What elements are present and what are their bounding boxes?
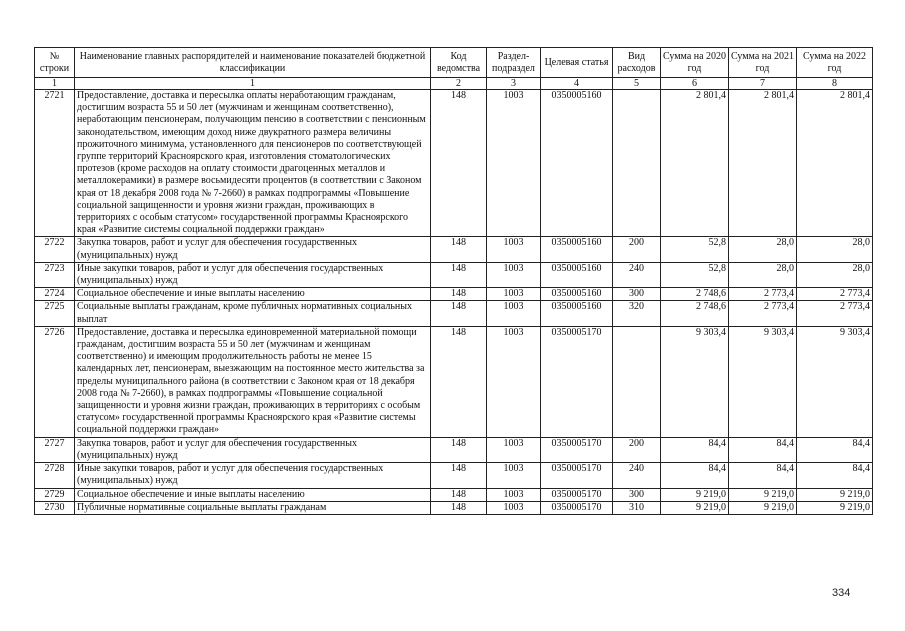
row-sum-2020: 84,4 xyxy=(661,437,729,462)
header-target: Целевая статья xyxy=(541,48,613,78)
row-section: 1003 xyxy=(487,288,541,301)
row-section: 1003 xyxy=(487,488,541,501)
row-number: 2723 xyxy=(35,262,75,287)
row-target: 0350005170 xyxy=(541,501,613,514)
page-number: 334 xyxy=(832,587,851,599)
row-sum-2022: 9 219,0 xyxy=(797,501,873,514)
row-sum-2022: 9 219,0 xyxy=(797,488,873,501)
row-sum-2022: 84,4 xyxy=(797,437,873,462)
row-sum-2020: 84,4 xyxy=(661,463,729,488)
table-row xyxy=(35,262,873,287)
row-dept-code: 148 xyxy=(431,463,487,488)
header-section: Раздел-подраздел xyxy=(487,48,541,78)
row-sum-2020: 9 219,0 xyxy=(661,488,729,501)
row-sum-2021: 84,4 xyxy=(729,437,797,462)
row-sum-2020: 52,8 xyxy=(661,237,729,262)
header-name: Наименование главных распорядителей и наименование показателей бюджетной классификации xyxy=(75,48,431,78)
header-dept-code: Код ведомства xyxy=(431,48,487,78)
row-expense-type: 200 xyxy=(613,437,661,462)
header-row-number: № строки xyxy=(35,48,75,78)
table-row xyxy=(35,326,873,437)
row-number: 2729 xyxy=(35,488,75,501)
row-name: Предоставление, доставка и пересылка единовременной материальной помощи гражданам, достигшим возраста 55 и 50 лет (мужчинам и женщинам соответственно) и имеющим продолжительность работы не менее 15 календарных лет, пенсионерам, выезжающим на постоянное место жительства за пределы муниципального района (в соответствии с Законом края от 18 декабря 2008 года № 7-2660), в рамках подпрограммы «Повышение социальной защищенности и уровня жизни граждан, проживающих в территориях с особым статусом» государственной программы Красноярского края «Развитие системы социальной поддержки граждан» xyxy=(75,326,431,437)
row-dept-code: 148 xyxy=(431,437,487,462)
row-dept-code: 148 xyxy=(431,326,487,437)
column-number: 4 xyxy=(541,78,613,90)
header-expense-type: Вид расходов xyxy=(613,48,661,78)
row-number: 2728 xyxy=(35,463,75,488)
row-sum-2021: 2 773,4 xyxy=(729,288,797,301)
column-numbers-row xyxy=(35,78,873,90)
row-section: 1003 xyxy=(487,90,541,237)
row-sum-2022: 2 801,4 xyxy=(797,90,873,237)
header-sum-2020: Сумма на 2020 год xyxy=(661,48,729,78)
row-sum-2022: 84,4 xyxy=(797,463,873,488)
row-sum-2020: 52,8 xyxy=(661,262,729,287)
row-target: 0350005160 xyxy=(541,288,613,301)
table-row xyxy=(35,437,873,462)
row-sum-2021: 9 219,0 xyxy=(729,501,797,514)
row-name: Социальное обеспечение и иные выплаты населению xyxy=(75,488,431,501)
row-sum-2022: 2 773,4 xyxy=(797,288,873,301)
row-sum-2022: 28,0 xyxy=(797,237,873,262)
row-section: 1003 xyxy=(487,237,541,262)
row-target: 0350005160 xyxy=(541,237,613,262)
row-expense-type xyxy=(613,326,661,437)
row-sum-2021: 9 219,0 xyxy=(729,488,797,501)
row-section: 1003 xyxy=(487,262,541,287)
table-row xyxy=(35,237,873,262)
row-sum-2020: 9 219,0 xyxy=(661,501,729,514)
row-dept-code: 148 xyxy=(431,488,487,501)
row-expense-type: 310 xyxy=(613,501,661,514)
row-sum-2020: 2 748,6 xyxy=(661,301,729,326)
table-row xyxy=(35,301,873,326)
row-expense-type: 300 xyxy=(613,488,661,501)
table-header xyxy=(35,48,873,90)
column-number: 2 xyxy=(431,78,487,90)
row-target: 0350005160 xyxy=(541,90,613,237)
row-section: 1003 xyxy=(487,326,541,437)
row-dept-code: 148 xyxy=(431,90,487,237)
row-number: 2721 xyxy=(35,90,75,237)
row-expense-type xyxy=(613,90,661,237)
column-number: 1 xyxy=(75,78,431,90)
row-sum-2020: 2 748,6 xyxy=(661,288,729,301)
table-row xyxy=(35,90,873,237)
column-number: 6 xyxy=(661,78,729,90)
row-dept-code: 148 xyxy=(431,301,487,326)
row-name: Публичные нормативные социальные выплаты гражданам xyxy=(75,501,431,514)
table-row xyxy=(35,288,873,301)
row-dept-code: 148 xyxy=(431,288,487,301)
row-sum-2022: 2 773,4 xyxy=(797,301,873,326)
row-target: 0350005170 xyxy=(541,326,613,437)
column-number: 8 xyxy=(797,78,873,90)
row-name: Закупка товаров, работ и услуг для обеспечения государственных (муниципальных) нужд xyxy=(75,437,431,462)
row-expense-type: 200 xyxy=(613,237,661,262)
column-number: 5 xyxy=(613,78,661,90)
row-section: 1003 xyxy=(487,301,541,326)
row-expense-type: 300 xyxy=(613,288,661,301)
row-sum-2021: 84,4 xyxy=(729,463,797,488)
row-number: 2730 xyxy=(35,501,75,514)
column-number: 3 xyxy=(487,78,541,90)
row-name: Иные закупки товаров, работ и услуг для обеспечения государственных (муниципальных) нужд xyxy=(75,463,431,488)
row-sum-2021: 9 303,4 xyxy=(729,326,797,437)
row-expense-type: 240 xyxy=(613,463,661,488)
row-section: 1003 xyxy=(487,463,541,488)
row-dept-code: 148 xyxy=(431,262,487,287)
row-sum-2021: 2 773,4 xyxy=(729,301,797,326)
row-sum-2021: 2 801,4 xyxy=(729,90,797,237)
row-name: Закупка товаров, работ и услуг для обеспечения государственных (муниципальных) нужд xyxy=(75,237,431,262)
row-dept-code: 148 xyxy=(431,501,487,514)
budget-table xyxy=(34,47,873,515)
row-number: 2724 xyxy=(35,288,75,301)
row-dept-code: 148 xyxy=(431,237,487,262)
row-number: 2726 xyxy=(35,326,75,437)
row-sum-2022: 9 303,4 xyxy=(797,326,873,437)
row-sum-2021: 28,0 xyxy=(729,237,797,262)
column-number: 7 xyxy=(729,78,797,90)
table-row xyxy=(35,488,873,501)
row-name: Иные закупки товаров, работ и услуг для обеспечения государственных (муниципальных) нужд xyxy=(75,262,431,287)
row-target: 0350005160 xyxy=(541,301,613,326)
row-section: 1003 xyxy=(487,501,541,514)
header-sum-2022: Сумма на 2022 год xyxy=(797,48,873,78)
row-number: 2722 xyxy=(35,237,75,262)
row-target: 0350005170 xyxy=(541,437,613,462)
row-number: 2727 xyxy=(35,437,75,462)
row-target: 0350005170 xyxy=(541,488,613,501)
row-name: Предоставление, доставка и пересылка оплаты неработающим гражданам, достигшим возраста 55 и 50 лет (мужчинам и женщинам соответственно), неработающим пенсионерам, получающим пенсию в соответствии с пенсионным законодательством, имеющим доход ниже двукратного размера величины прожиточного минимума, установленного для пенсионеров по соответствующей группе территорий Красноярского края, изготовления стоматологических протезов (кроме расходов на оплату стоимости драгоценных металлов и металлокерамики) в размере восьмидесяти процентов (в соответствии с Законом края от 18 декабря 2008 года № 7-2660) в рамках подпрограммы «Повышение социальной защищенности и уровня жизни граждан, проживающих в территориях с особым статусом» государственной программы Красноярского края «Развитие системы социальной поддержки граждан» xyxy=(75,90,431,237)
row-target: 0350005160 xyxy=(541,262,613,287)
header-sum-2021: Сумма на 2021 год xyxy=(729,48,797,78)
row-section: 1003 xyxy=(487,437,541,462)
column-number: 1 xyxy=(35,78,75,90)
row-sum-2021: 28,0 xyxy=(729,262,797,287)
row-name: Социальные выплаты гражданам, кроме публичных нормативных социальных выплат xyxy=(75,301,431,326)
row-expense-type: 240 xyxy=(613,262,661,287)
row-expense-type: 320 xyxy=(613,301,661,326)
row-sum-2022: 28,0 xyxy=(797,262,873,287)
table-row xyxy=(35,501,873,514)
row-target: 0350005170 xyxy=(541,463,613,488)
row-name: Социальное обеспечение и иные выплаты населению xyxy=(75,288,431,301)
table-row xyxy=(35,463,873,488)
row-sum-2020: 9 303,4 xyxy=(661,326,729,437)
row-sum-2020: 2 801,4 xyxy=(661,90,729,237)
row-number: 2725 xyxy=(35,301,75,326)
